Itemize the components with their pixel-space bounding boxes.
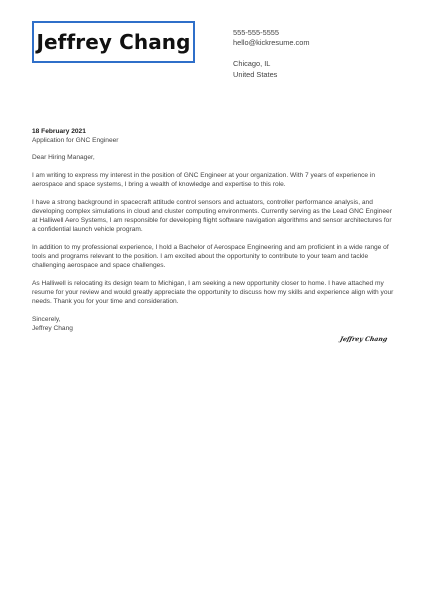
letter-paragraph-3: In addition to my professional experience, I hold a Bachelor of Aerospace Engineering and am proficient in a wide range of tools and programs relevant to the position. I am excited about the opportunity to contribute to your team and tackle challenging aerospace and space challenges. xyxy=(32,244,389,269)
contact-spacer xyxy=(233,49,310,59)
phone-number: 555-555-5555 xyxy=(233,28,280,37)
letter-subject: Application for GNC Engineer xyxy=(32,137,119,144)
letter-paragraph-1: I am writing to express my interest in the position of GNC Engineer at your organization. With 7 years of experience in aerospace and space systems, I bring a wealth of knowledge and expertise to this role. xyxy=(32,172,376,188)
email-address: hello@kickresume.com xyxy=(233,38,310,48)
letter-greeting: Dear Hiring Manager, xyxy=(32,154,95,161)
applicant-name: Jeffrey Chang xyxy=(36,30,191,54)
handwritten-signature: Jeffrey Chang xyxy=(339,336,388,343)
address-city: Chicago, IL xyxy=(233,59,271,69)
name-header-box xyxy=(32,21,195,63)
letter-body xyxy=(32,127,394,333)
address-country: United States xyxy=(233,69,278,79)
letter-closing: Sincerely, xyxy=(32,316,61,323)
contact-info xyxy=(233,28,310,80)
letter-paragraph-4: As Halliwell is relocating its design team to Michigan, I am seeking a new opportunity closer to home. I have attached my resume for your review and would greatly appreciate the opportunity to discuss how my skills and experience align with your needs. Thank you for your time and consideration. xyxy=(32,280,394,305)
letter-closing-name: Jeffrey Chang xyxy=(32,325,73,332)
letter-paragraph-2: I have a strong background in spacecraft attitude control sensors and actuators, controller performance analysis, and developing complex simulations in cloud and cluster computing environments. Currently serving as the Lead GNC Engineer at Halliwell Aero Systems, I am responsible for developing flight software navigation algorithms and sensor architectures for a confidential launch vehicle program. xyxy=(32,199,392,233)
letter-date: 18 February 2021 xyxy=(32,128,86,135)
